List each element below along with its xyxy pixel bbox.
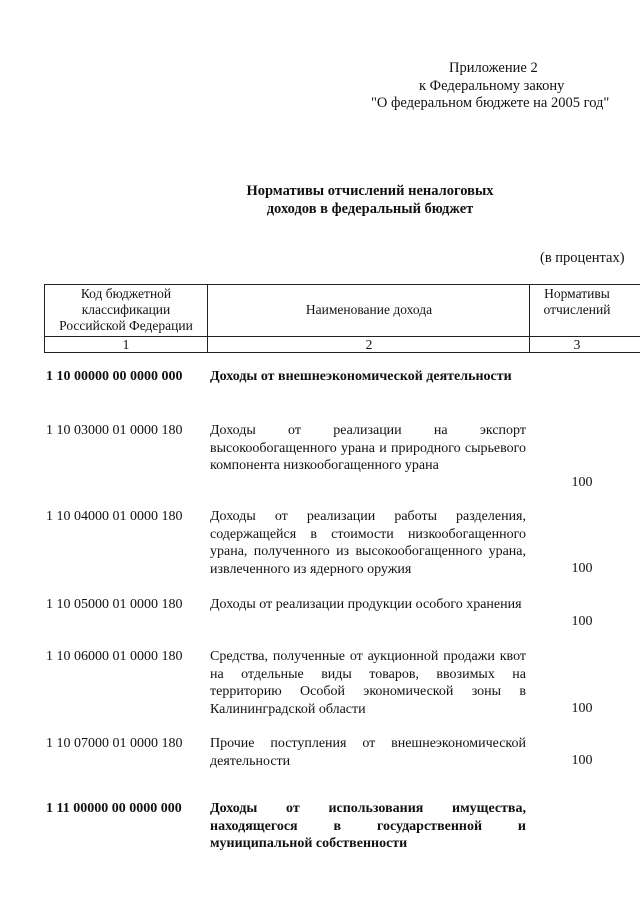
row-code: 1 10 07000 01 0000 180 <box>46 736 183 751</box>
column-number-3: 3 <box>573 337 581 352</box>
header-top-border <box>44 284 640 285</box>
row-code: 1 11 00000 00 0000 000 <box>46 801 182 816</box>
units-note: (в процентах) <box>540 250 625 266</box>
row-name: Средства, полученные от аукционной продажи квот на отдельные виды товаров, ввозимых на территорию Особой экономической зоны в Калининградской области <box>210 649 526 717</box>
row-code: 1 10 03000 01 0000 180 <box>46 423 183 438</box>
column-number-1: 1 <box>122 337 130 352</box>
row-code: 1 10 00000 00 0000 000 <box>46 369 183 384</box>
appendix-line-1: Приложение 2 <box>449 60 538 76</box>
row-code: 1 10 06000 01 0000 180 <box>46 649 183 664</box>
row-name: Доходы от реализации работы разделения, содержащейся в стоимости низкообогащенного урана, полученного из высокообогащенного урана, извлеченного из ядерного оружия <box>210 509 526 577</box>
row-norm: 100 <box>571 701 593 716</box>
row-norm: 100 <box>571 614 593 629</box>
document-title-line-1: Нормативы отчислений неналоговых <box>246 183 494 199</box>
row-norm: 100 <box>571 561 593 576</box>
header-divider-1 <box>207 284 208 353</box>
header-code: Код бюджетной классификации Российской Федерации <box>59 286 193 333</box>
row-code: 1 10 05000 01 0000 180 <box>46 597 183 612</box>
document-title <box>160 182 580 218</box>
appendix-line-2: к Федеральному закону <box>419 77 565 94</box>
appendix-note <box>364 60 640 113</box>
row-name: Прочие поступления от внешнеэкономической деятельности <box>210 736 526 769</box>
header-name: Наименование дохода <box>305 302 433 317</box>
row-name: Доходы от реализации на экспорт высокообогащенного урана и природного сырьевого компонента низкообогащенного урана <box>210 423 526 473</box>
header-norm: Нормативы отчислений <box>543 286 611 317</box>
header-divider-2 <box>529 284 530 353</box>
row-norm: 100 <box>571 753 593 768</box>
row-name: Доходы от внешнеэкономической деятельности <box>210 369 512 384</box>
row-name: Доходы от использования имущества, находящегося в государственной и муниципальной собственности <box>210 801 526 851</box>
row-name: Доходы от реализации продукции особого хранения <box>210 597 522 612</box>
appendix-line-3: "О федеральном бюджете на 2005 год" <box>371 95 610 111</box>
document-title-line-2: доходов в федеральный бюджет <box>266 201 474 217</box>
header-left-border <box>44 284 45 353</box>
column-number-2: 2 <box>365 337 373 352</box>
row-norm: 100 <box>571 475 593 490</box>
row-code: 1 10 04000 01 0000 180 <box>46 509 183 524</box>
table-header <box>44 284 640 353</box>
